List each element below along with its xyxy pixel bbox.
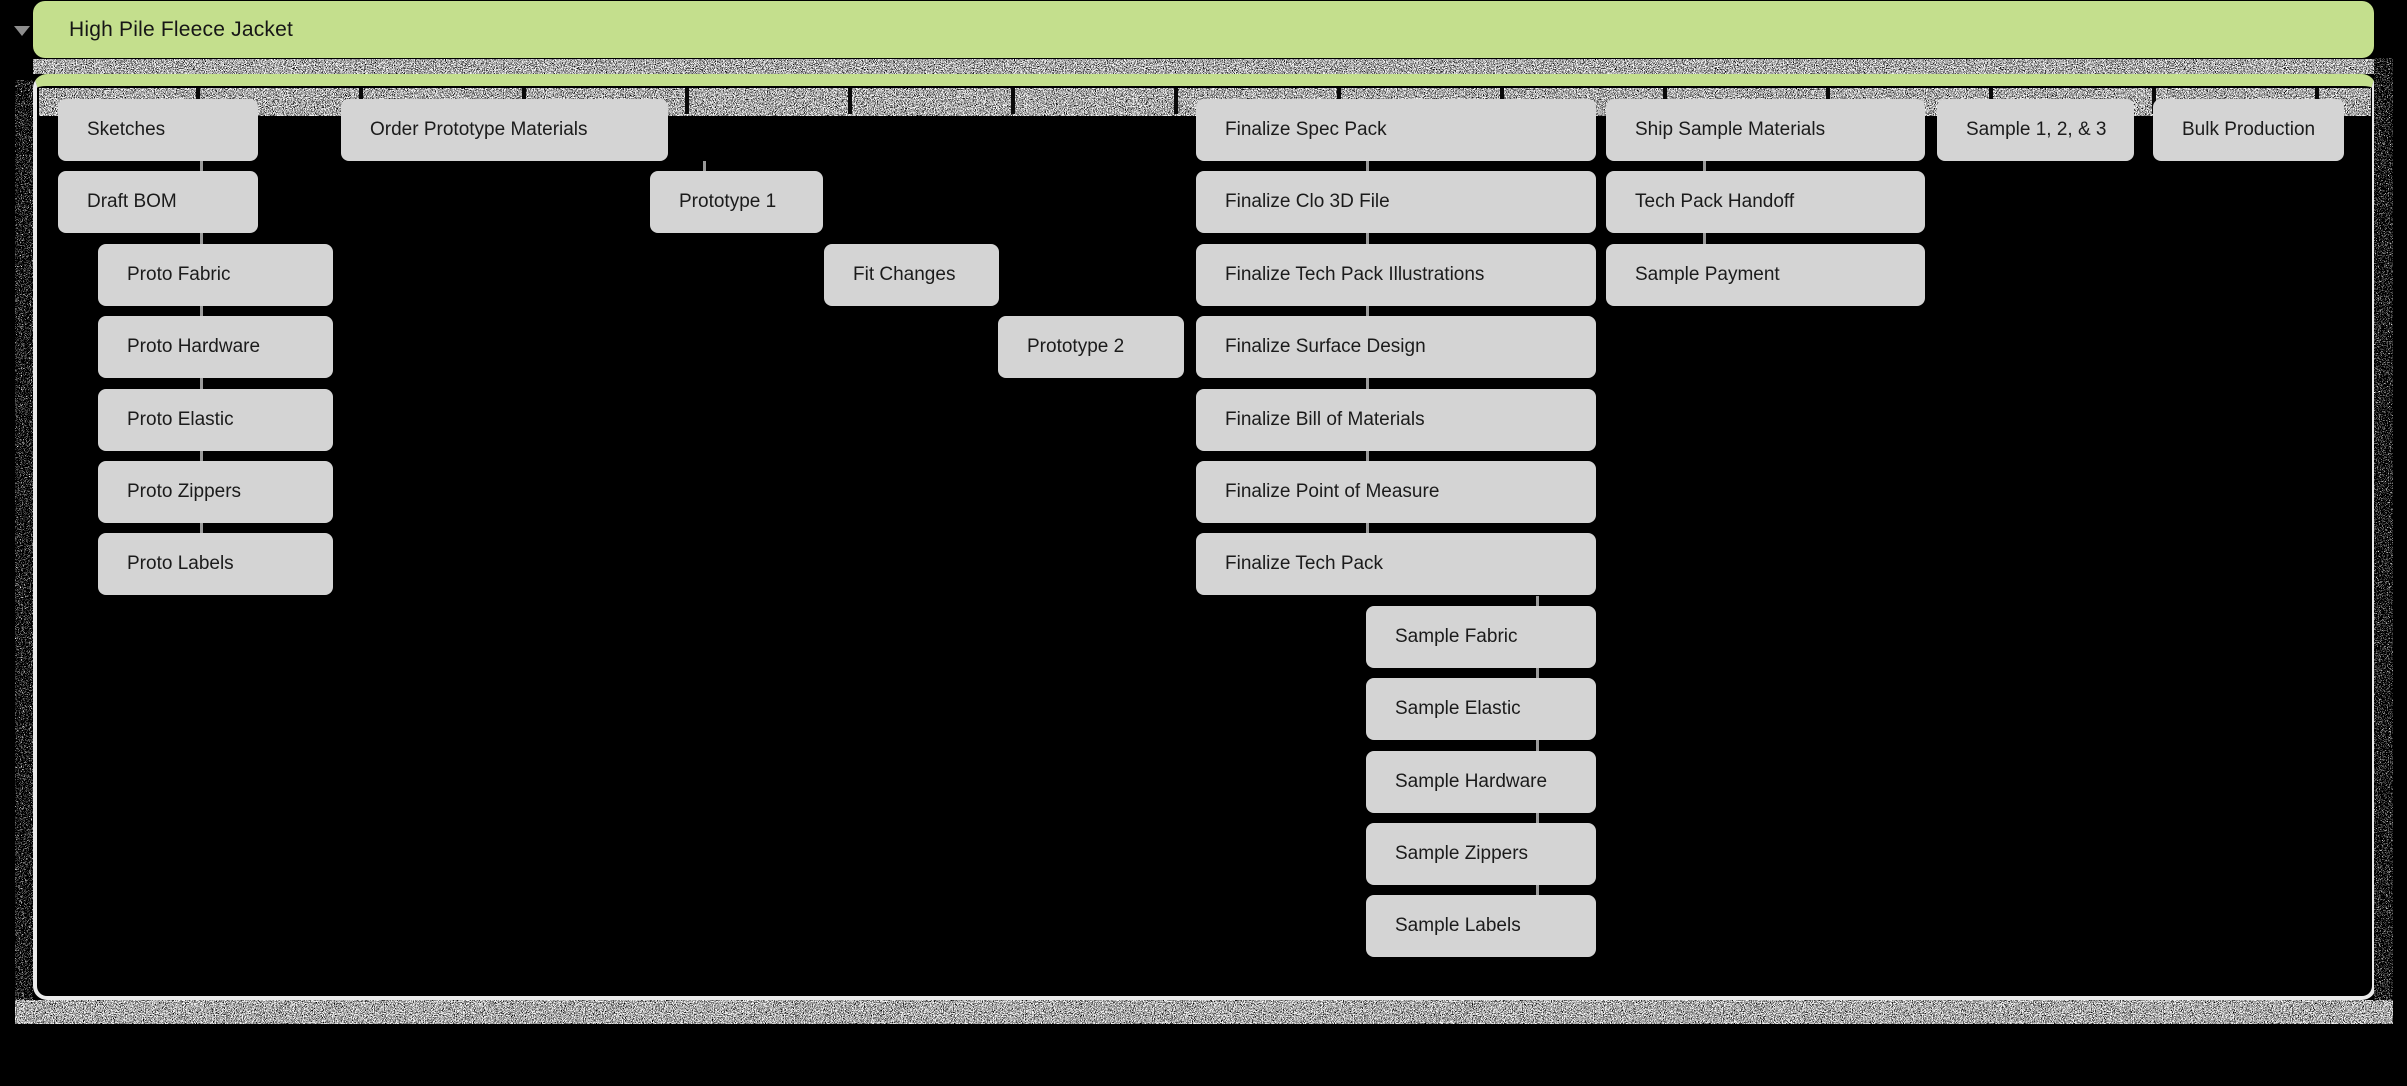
- task-label: Proto Fabric: [127, 264, 231, 285]
- task-bar[interactable]: [1196, 99, 1596, 161]
- task-bar[interactable]: [341, 99, 668, 161]
- task-bar[interactable]: [98, 244, 333, 306]
- noise-shadow-bottom: [15, 1000, 2393, 1024]
- project-title: High Pile Fleece Jacket: [69, 17, 294, 41]
- timeline-separator: [1174, 88, 1178, 114]
- task-bar[interactable]: [1606, 244, 1925, 306]
- task-bar[interactable]: [1366, 678, 1596, 740]
- task-label: Ship Sample Materials: [1635, 119, 1826, 140]
- task-label: Finalize Clo 3D File: [1225, 191, 1390, 212]
- task-bar[interactable]: [2153, 99, 2344, 161]
- task-bar[interactable]: [1196, 316, 1596, 378]
- task-label: Proto Zippers: [127, 481, 242, 502]
- noise-band-under-header: [33, 59, 2374, 74]
- project-group-bar[interactable]: [33, 1, 2374, 58]
- task-label: Sample Labels: [1395, 915, 1521, 936]
- task-bar[interactable]: [824, 244, 999, 306]
- task-bar[interactable]: [1606, 99, 1925, 161]
- task-label: Order Prototype Materials: [370, 119, 588, 140]
- task-label: Sample Fabric: [1395, 626, 1518, 647]
- task-bar[interactable]: [1366, 895, 1596, 957]
- task-label: Finalize Bill of Materials: [1225, 409, 1425, 430]
- timeline-separator: [1011, 88, 1015, 114]
- collapse-icon[interactable]: [11, 24, 33, 38]
- task-bar[interactable]: [1366, 751, 1596, 813]
- task-label: Finalize Surface Design: [1225, 336, 1426, 357]
- task-label: Fit Changes: [853, 264, 956, 285]
- task-label: Sample Hardware: [1395, 771, 1548, 792]
- task-bar[interactable]: [1196, 461, 1596, 523]
- task-bar[interactable]: [58, 171, 258, 233]
- task-bar[interactable]: [1366, 823, 1596, 885]
- task-label: Bulk Production: [2182, 119, 2316, 140]
- noise-shadow-right: [2374, 58, 2393, 1014]
- task-bar[interactable]: [98, 389, 333, 451]
- task-label: Sample Elastic: [1395, 698, 1521, 719]
- task-label: Sample Zippers: [1395, 843, 1529, 864]
- task-label: Prototype 2: [1027, 336, 1125, 357]
- task-bar[interactable]: [1196, 389, 1596, 451]
- task-label: Finalize Tech Pack Illustrations: [1225, 264, 1485, 285]
- task-label: Sample Payment: [1635, 264, 1780, 285]
- task-bar[interactable]: [98, 533, 333, 595]
- task-label: Tech Pack Handoff: [1635, 191, 1795, 212]
- task-label: Finalize Tech Pack: [1225, 553, 1384, 574]
- task-bar[interactable]: [58, 99, 258, 161]
- task-bar[interactable]: [998, 316, 1184, 378]
- task-label: Finalize Spec Pack: [1225, 119, 1387, 140]
- noise-shadow-left: [15, 80, 33, 1014]
- task-bar[interactable]: [1196, 533, 1596, 595]
- task-bar[interactable]: [1606, 171, 1925, 233]
- timeline-separator: [685, 88, 689, 114]
- task-bar[interactable]: [1196, 244, 1596, 306]
- task-bar[interactable]: [1196, 171, 1596, 233]
- timeline-separator: [848, 88, 852, 114]
- task-label: Proto Elastic: [127, 409, 234, 430]
- task-bar[interactable]: [98, 316, 333, 378]
- task-bar[interactable]: [1937, 99, 2134, 161]
- task-label: Finalize Point of Measure: [1225, 481, 1440, 502]
- task-label: Draft BOM: [87, 191, 177, 212]
- task-bar[interactable]: [98, 461, 333, 523]
- task-bar[interactable]: [650, 171, 823, 233]
- task-label: Sketches: [87, 119, 166, 140]
- task-bar[interactable]: [1366, 606, 1596, 668]
- task-label: Proto Labels: [127, 553, 234, 574]
- task-label: Proto Hardware: [127, 336, 261, 357]
- task-label: Prototype 1: [679, 191, 777, 212]
- task-label: Sample 1, 2, & 3: [1966, 119, 2107, 140]
